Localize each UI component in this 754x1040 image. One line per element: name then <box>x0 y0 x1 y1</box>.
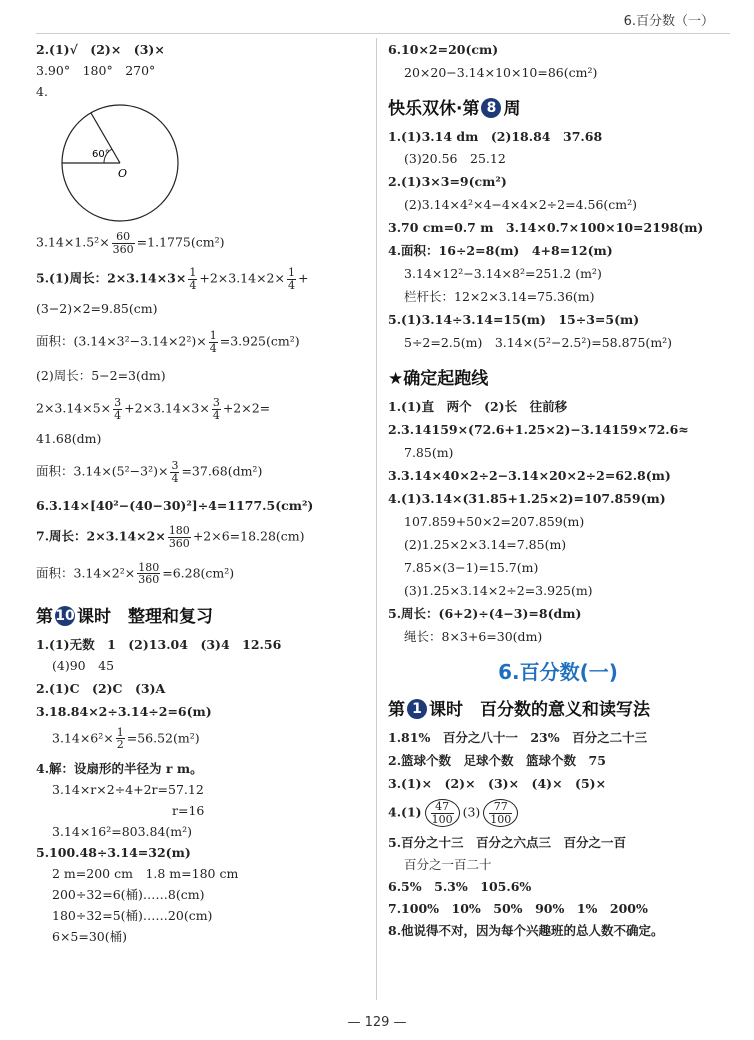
start-4b: 107.859+50×2=207.859(m) <box>404 514 585 529</box>
answer-5-line: (3−2)×2=9.85(cm) <box>36 301 158 317</box>
percent-2: 2.篮球个数 足球个数 篮球个数 75 <box>388 753 606 768</box>
review-5-d: 180÷32=5(桶)……20(cm) <box>52 907 213 923</box>
review-5-b: 2 m=200 cm 1.8 m=180 cm <box>52 865 239 881</box>
start-3: 3.3.14×40×2÷2−3.14×20×2÷2=62.8(m) <box>388 468 671 483</box>
percent-5: 5.百分之十三 百分之六点三 百分之一百 <box>388 835 627 851</box>
answer-5-part2-calc: 2×3.14×5× $\frac{3}{4}$ +2×3.14×3× $\frac{3}{4}$ +2×2= <box>36 396 271 422</box>
review-3: 3.18.84×2÷3.14÷2=6(m) <box>36 703 212 719</box>
answer-3: 3.90° 180° 270° <box>36 63 156 78</box>
answer-7-perimeter: 7.周长：2×3.14×2× $\frac{180}{360}$ +2×6=18.28(cm) <box>36 524 305 551</box>
left-column <box>36 40 366 944</box>
start-1: 1.(1)直 两个 (2)长 往前移 <box>388 399 568 414</box>
answer-5-area: 面积：(3.14×3²−3.14×2²)× $\frac{1}{4}$ =3.925(cm²) <box>36 329 300 355</box>
week-1b: (3)20.56 25.12 <box>404 151 506 166</box>
percent-5b: 百分之一百二十 <box>404 857 492 873</box>
page-number: — 129 — <box>347 1015 407 1030</box>
answer-7-area: 面积：3.14×2²× $\frac{180}{360}$ =6.28(cm²) <box>36 560 235 587</box>
week-1: 1.(1)3.14 dm (2)18.84 37.68 <box>388 129 603 144</box>
percent-3: 3.(1)× (2)× (3)× (4)× (5)× <box>388 776 607 791</box>
answer-5-perimeter: 5.(1)周长：2×3.14×3× $\frac{1}{4}$ +2×3.14×2× $\frac{1}{4}$ + <box>36 266 309 292</box>
review-1b: (4)90 45 <box>52 657 115 673</box>
review-4-result: 3.14×16²=803.84(m²) <box>52 823 193 839</box>
answer-2: 2.(1)√ (2)× (3)× <box>36 42 165 57</box>
week-4c: 栏杆长：12×2×3.14=75.36(m) <box>404 289 595 304</box>
running-header: 6.百分数（一） <box>623 14 714 29</box>
circle-sector-figure <box>36 99 186 223</box>
review-3-calc: 3.14×6²× $\frac{1}{2}$ =56.52(m²) <box>52 725 200 752</box>
week-2b: (2)3.14×4²×4−4×4×2÷2=4.56(cm²) <box>404 197 638 212</box>
week-4b: 3.14×12²−3.14×8²=251.2 (m²) <box>404 266 602 281</box>
section-heading-lesson-10: 第 10 课时 整理和复习 <box>36 606 213 627</box>
section-heading-lesson-1: 第 1 课时 百分数的意义和读写法 <box>388 700 650 720</box>
start-4d: 7.85×(3−1)=15.7(m) <box>404 560 539 575</box>
week-3: 3.70 cm=0.7 m 3.14×0.7×100×10=2198(m) <box>388 220 704 235</box>
week-5b: 5÷2=2.5(m) 3.14×(5²−2.5²)=58.875(m²) <box>404 335 673 350</box>
answer-4-label: 4. <box>36 84 48 99</box>
fraction: $\frac{60}{360}$ <box>112 230 134 256</box>
answer-5-part2-area: 面积：3.14×(5²−3²)× $\frac{3}{4}$ =37.68(dm²) <box>36 459 263 485</box>
chapter-title: 6.百分数(一) <box>498 660 618 684</box>
start-4e: (3)1.25×3.14×2÷2=3.925(m) <box>404 583 593 598</box>
review-4: 4.解：设扇形的半径为 r m。 <box>36 760 203 776</box>
review-4-solution: r=16 <box>172 802 205 818</box>
percent-1: 1.81% 百分之八十一 23% 百分之二十三 <box>388 730 648 745</box>
circled-fraction: $\frac{77}{100}$ <box>483 799 518 827</box>
week-5: 5.(1)3.14÷3.14=15(m) 15÷3=5(m) <box>388 312 640 327</box>
percent-6: 6.5% 5.3% 105.6% <box>388 879 532 895</box>
circled-fraction: $\frac{47}{100}$ <box>425 799 460 827</box>
start-2: 2.3.14159×(72.6+1.25×2)−3.14159×72.6≈ <box>388 422 689 437</box>
header-rule <box>36 33 730 34</box>
start-4: 4.(1)3.14×(31.85+1.25×2)=107.859(m) <box>388 491 666 506</box>
review-5-c: 200÷32=6(桶)……8(cm) <box>52 886 205 902</box>
angle-label: 60° <box>92 149 110 160</box>
percent-7: 7.100% 10% 50% 90% 1% 200% <box>388 901 648 917</box>
week-2: 2.(1)3×3=9(cm²) <box>388 174 507 189</box>
answer-6-right-calc: 20×20−3.14×10×10=86(cm²) <box>404 65 598 80</box>
answer-4-calc: 3.14×1.5²× $\frac{60}{360}$ =1.1775(cm²) <box>36 230 225 256</box>
column-divider <box>376 38 377 1000</box>
answer-6-right: 6.10×2=20(cm) <box>388 42 499 57</box>
section-heading-starting-line: ★确定起跑线 <box>388 369 489 389</box>
right-column <box>388 40 728 938</box>
review-1: 1.(1)无数 1 (2)13.04 (3)4 12.56 <box>36 636 282 652</box>
review-5-e: 6×5=30(桶) <box>52 928 128 944</box>
answer-5-part2-result: 41.68(dm) <box>36 431 102 447</box>
review-2: 2.(1)C (2)C (3)A <box>36 680 166 696</box>
section-heading-week-8: 快乐双休·第 8 周 <box>388 99 521 119</box>
week-4: 4.面积：16÷2=8(m) 4+8=12(m) <box>388 243 613 258</box>
review-4-eq: 3.14×r×2÷4+2r=57.12 <box>52 781 204 797</box>
percent-8: 8.他说得不对，因为每个兴趣班的总人数不确定。 <box>388 923 664 939</box>
answer-5-part2: (2)周长：5−2=3(dm) <box>36 368 166 384</box>
start-5: 5.周长：(6+2)÷(4−3)=8(dm) <box>388 606 582 621</box>
start-4c: (2)1.25×2×3.14=7.85(m) <box>404 537 567 552</box>
start-5b: 绳长：8×3+6=30(dm) <box>404 629 543 644</box>
percent-4: 4.(1) $\frac{47}{100}$ (3) $\frac{77}{100}$ <box>388 799 728 827</box>
answer-6: 6.3.14×[40²−(40−30)²]÷4=1177.5(cm²) <box>36 498 314 514</box>
start-2b: 7.85(m) <box>404 445 454 460</box>
center-label: O <box>118 167 128 180</box>
review-5: 5.100.48÷3.14=32(m) <box>36 844 191 860</box>
